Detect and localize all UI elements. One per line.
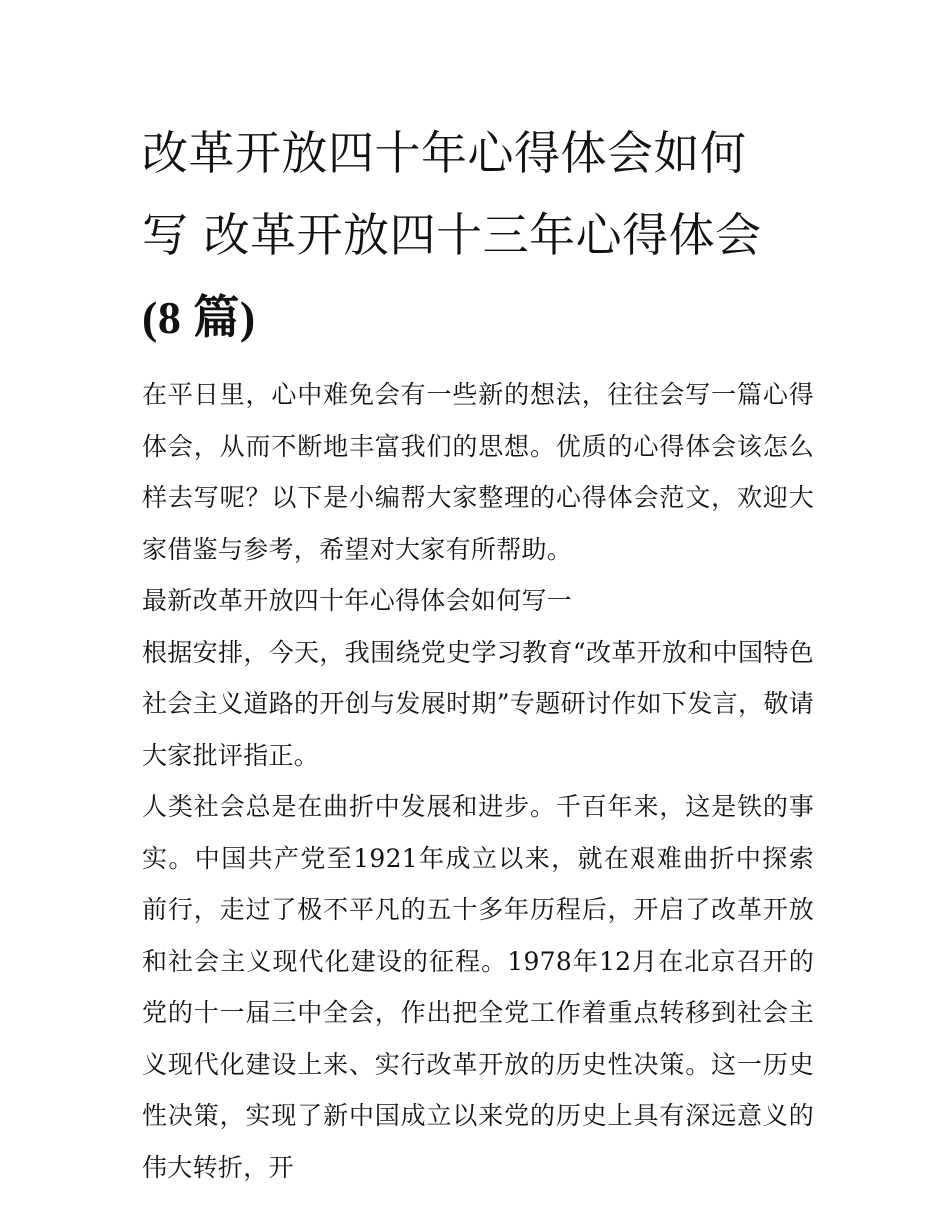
- body-paragraph: 人类社会总是在曲折中发展和进步。千百年来，这是铁的事实。中国共产党至1921年成立以来，就在艰难曲折中探索前行，走过了极不平凡的五十多年历程后，开启了改革开放和社会主义现代化建设的征程。1978年12月在北京召开的党的十一届三中全会，作出把全党工作着重点转移到社会主义现代化建设上来、实行改革开放的历史性决策。这一历史性决策，实现了新中国成立以来党的历史上具有深远意义的伟大转折，开: [142, 792, 814, 1182]
- body-paragraph: 根据安排，今天，我围绕党史学习教育“改革开放和中国特色社会主义道路的开创与发展时期”专题研讨作如下发言，敬请大家批评指正。: [142, 637, 814, 770]
- document-title: [142, 112, 814, 359]
- section-heading: 最新改革开放四十年心得体会如何写一: [142, 586, 573, 615]
- title-line-1: 改革开放四十年心得体会如何: [142, 126, 747, 180]
- title-line-3-number: (8: [142, 292, 182, 343]
- intro-paragraph: 在平日里，心中难免会有一些新的想法，往往会写一篇心得体会，从而不断地丰富我们的思想。优质的心得体会该怎么样去写呢？以下是小编帮大家整理的心得体会范文，欢迎大家借鉴与参考，希望对大家有所帮助。: [142, 380, 814, 564]
- title-line-2: 写 改革开放四十三年心得体会: [142, 208, 762, 262]
- title-line-3-rest: 篇): [181, 292, 256, 343]
- document-body: [142, 112, 814, 1193]
